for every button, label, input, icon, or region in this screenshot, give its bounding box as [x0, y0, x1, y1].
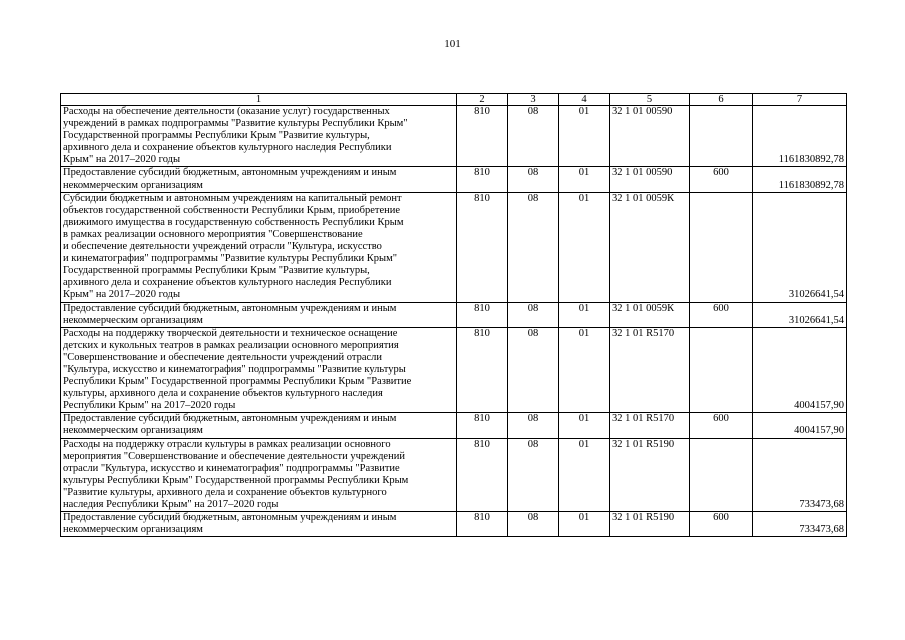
header-cell-6: 6 — [690, 94, 753, 106]
row-subsection-code: 01 — [559, 192, 610, 302]
table-row — [61, 302, 847, 327]
row-subsection-code: 01 — [559, 327, 610, 413]
row-amount: 31026641,54 — [753, 302, 847, 327]
row-target-article: 32 1 01 00590 — [610, 106, 690, 167]
table-row — [61, 413, 847, 438]
row-target-article: 32 1 01 R5170 — [610, 327, 690, 413]
row-expense-type — [690, 438, 753, 512]
row-subsection-code: 01 — [559, 302, 610, 327]
row-section-code: 08 — [508, 167, 559, 192]
row-ministry-code: 810 — [457, 106, 508, 167]
row-ministry-code: 810 — [457, 167, 508, 192]
table-row — [61, 167, 847, 192]
table-header-row — [61, 94, 847, 106]
row-amount: 31026641,54 — [753, 192, 847, 302]
table-row — [61, 512, 847, 537]
row-target-article: 32 1 01 R5190 — [610, 512, 690, 537]
row-description: Предоставление субсидий бюджетным, автономным учреждениям и иным некоммерческим организациям — [61, 167, 457, 192]
row-description: Предоставление субсидий бюджетным, автономным учреждениям и иным некоммерческим организациям — [61, 512, 457, 537]
table-row — [61, 192, 847, 302]
row-ministry-code: 810 — [457, 512, 508, 537]
row-ministry-code: 810 — [457, 192, 508, 302]
row-amount: 4004157,90 — [753, 327, 847, 413]
row-ministry-code: 810 — [457, 438, 508, 512]
row-expense-type: 600 — [690, 167, 753, 192]
row-section-code: 08 — [508, 302, 559, 327]
row-description: Расходы на поддержку творческой деятельности и техническое оснащение детских и кукольных театров в рамках реализации основного мероприятия "Совершенствование и обеспечение деятельности учреждений отрасли "Культура, искусство и кинематография" подпрограммы "Развитие культуры Республики Крым" Государственной программы Республики Крым "Развитие культуры, архивного дела и сохранение объектов культурного наследия Республики Крым" на 2017–2020 годы — [61, 327, 457, 413]
header-cell-3: 3 — [508, 94, 559, 106]
row-target-article: 32 1 01 00590 — [610, 167, 690, 192]
row-amount: 733473,68 — [753, 512, 847, 537]
row-expense-type: 600 — [690, 413, 753, 438]
row-description: Расходы на поддержку отрасли культуры в рамках реализации основного мероприятия "Совершенствование и обеспечение деятельности учреждений отрасли "Культура, искусство и кинематография" подпрограммы "Развитие культуры Республики Крым" Государственной программы Республики Крым "Развитие культуры, архивного дела и сохранение объектов культурного наследия Республики Крым" на 2017–2020 годы — [61, 438, 457, 512]
header-cell-4: 4 — [559, 94, 610, 106]
row-subsection-code: 01 — [559, 438, 610, 512]
table-row — [61, 438, 847, 512]
table-row — [61, 106, 847, 167]
row-section-code: 08 — [508, 438, 559, 512]
row-ministry-code: 810 — [457, 413, 508, 438]
row-expense-type: 600 — [690, 512, 753, 537]
row-expense-type — [690, 106, 753, 167]
row-subsection-code: 01 — [559, 413, 610, 438]
row-amount: 1161830892,78 — [753, 167, 847, 192]
row-target-article: 32 1 01 0059К — [610, 302, 690, 327]
budget-table — [60, 93, 847, 537]
row-section-code: 08 — [508, 512, 559, 537]
row-description: Предоставление субсидий бюджетным, автономным учреждениям и иным некоммерческим организациям — [61, 302, 457, 327]
row-subsection-code: 01 — [559, 167, 610, 192]
row-section-code: 08 — [508, 192, 559, 302]
header-cell-5: 5 — [610, 94, 690, 106]
header-cell-7: 7 — [753, 94, 847, 106]
header-cell-2: 2 — [457, 94, 508, 106]
row-target-article: 32 1 01 R5170 — [610, 413, 690, 438]
row-target-article: 32 1 01 R5190 — [610, 438, 690, 512]
row-amount: 4004157,90 — [753, 413, 847, 438]
row-subsection-code: 01 — [559, 512, 610, 537]
row-section-code: 08 — [508, 106, 559, 167]
row-amount: 1161830892,78 — [753, 106, 847, 167]
row-expense-type — [690, 327, 753, 413]
row-expense-type: 600 — [690, 302, 753, 327]
row-section-code: 08 — [508, 327, 559, 413]
table-row — [61, 327, 847, 413]
page-number: 101 — [444, 38, 461, 50]
header-cell-1: 1 — [61, 94, 457, 106]
row-description: Расходы на обеспечение деятельности (оказание услуг) государственных учреждений в рамках подпрограммы "Развитие культуры Республики Крым" Государственной программы Республики Крым "Развитие культуры, архивного дела и сохранение объектов культурного наследия Республики Крым" на 2017–2020 годы — [61, 106, 457, 167]
row-subsection-code: 01 — [559, 106, 610, 167]
row-target-article: 32 1 01 0059К — [610, 192, 690, 302]
row-amount: 733473,68 — [753, 438, 847, 512]
row-ministry-code: 810 — [457, 302, 508, 327]
row-expense-type — [690, 192, 753, 302]
row-section-code: 08 — [508, 413, 559, 438]
row-description: Предоставление субсидий бюджетным, автономным учреждениям и иным некоммерческим организациям — [61, 413, 457, 438]
row-ministry-code: 810 — [457, 327, 508, 413]
row-description: Субсидии бюджетным и автономным учреждениям на капитальный ремонт объектов государственной собственности Республики Крым, приобретение движимого имущества в государственную собственность Республики Крым в рамках реализации основного мероприятия "Совершенствование и обеспечение деятельности учреждений отрасли "Культура, искусство и кинематография" подпрограммы "Развитие культуры Республики Крым" Государственной программы Республики Крым "Развитие культуры, архивного дела и сохранение объектов культурного наследия Республики Крым" на 2017–2020 годы — [61, 192, 457, 302]
